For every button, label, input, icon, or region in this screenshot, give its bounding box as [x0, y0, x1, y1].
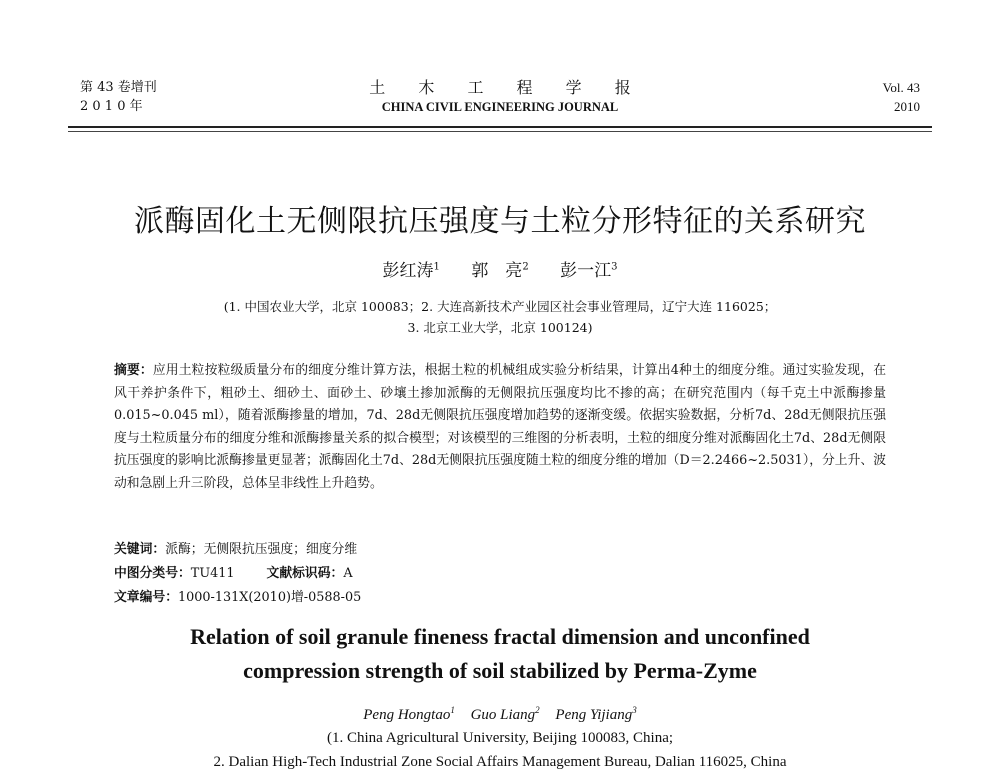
affiliation-line: 3. 北京工业大学，北京 100124) [407, 320, 593, 335]
author-en: Guo Liang$^2$ [470, 705, 540, 723]
year-line: 2 0 1 0 年 [80, 99, 143, 114]
volume-en: Vol. 43 [882, 80, 920, 95]
paper-title-cn: 派酶固化土无侧限抗压强度与土粒分形特征的关系研究 [134, 204, 866, 239]
title-en-line: Relation of soil granule fineness fractal dimension and unconfined [190, 624, 810, 649]
author-cn: 彭红涛$^1$ [382, 260, 440, 281]
keywords-cn [114, 539, 886, 561]
author-cn: 彭一江$^3$ [560, 260, 618, 281]
affiliation-en-line: (1. China Agricultural University, Beijing 100083, China; [326, 730, 674, 746]
journal-name-en: CHINA CIVIL ENGINEERING JOURNAL [381, 100, 619, 114]
author-cn: 郭 亮$^2$ [471, 260, 529, 281]
header-rule-thick [68, 126, 932, 128]
article-number-label: 文章编号： [114, 590, 178, 605]
classification-label: 中图分类号： [114, 566, 191, 581]
article-number-line [114, 587, 886, 609]
author-en: Peng Hongtao$^1$ [363, 705, 455, 723]
paper-title-en [0, 620, 1000, 688]
abstract-cn [114, 360, 886, 495]
volume-line: 第 43 卷增刊 [80, 80, 157, 95]
affiliation-en-line: 2. Dalian High-Tech Industrial Zone Social Affairs Management Bureau, Dalian 116025, China [213, 754, 787, 770]
document-code-label: 文献标识码： [266, 566, 344, 581]
header-rule-thin [68, 131, 932, 132]
authors-en [0, 700, 1000, 725]
affiliations-cn [0, 296, 1000, 338]
article-number: 1000-131X(2010)增-0588-05 [177, 590, 362, 605]
volume-info-en [883, 78, 920, 116]
abstract-label: 摘要： [114, 363, 153, 378]
journal-name [68, 78, 932, 116]
author-en: Peng Yijiang$^3$ [555, 705, 637, 723]
journal-name-cn: 土 木 工 程 学 报 [369, 78, 645, 97]
classification-line [114, 563, 886, 585]
year-en: 2010 [894, 99, 920, 114]
classification-code: TU411 [190, 566, 235, 581]
keywords-label: 关键词： [114, 542, 166, 557]
keywords-text: 派酶；无侧限抗压强度；细度分维 [165, 542, 358, 557]
title-en-line: compression strength of soil stabilized by Perma-Zyme [243, 658, 757, 683]
journal-header [68, 78, 932, 126]
abstract-text: 应用土粒按粒级质量分布的细度分维计算方法，根据土粒的机械组成实验分析结果，计算出4种土的细度分维。通过实验发现，在风干养护条件下，粗砂土、细砂土、面砂土、砂壤土掺加派酶的无侧限抗压强度均比不掺的高；在研究范围内（每千克土中派酶掺量0.015~0.045 ml），随着派酶掺量的增加，7d、28d无侧限抗压强度增加趋势的逐渐变缓。依据实验数据，分析7d、28d无侧限抗压强度与土粒质量分布的细度分维和派酶掺量关系的拟合模型；对该模型的三维图的分析表明，土粒的细度分维对派酶固化土7d、28d无侧限抗压强度的影响比派酶掺量更显著；派酶固化土7d、28d无侧限抗压强度随土粒的细度分维的增加（D＝2.2466~2.5031），分上升、波动和急剧上升三阶段，总体呈非线性上升趋势。 [114, 363, 886, 491]
document-code: A [343, 566, 353, 581]
affiliation-line: (1. 中国农业大学，北京 100083；2. 大连高新技术产业园区社会事业管理局，辽宁大连 116025； [223, 299, 777, 314]
authors-cn [0, 255, 1000, 283]
